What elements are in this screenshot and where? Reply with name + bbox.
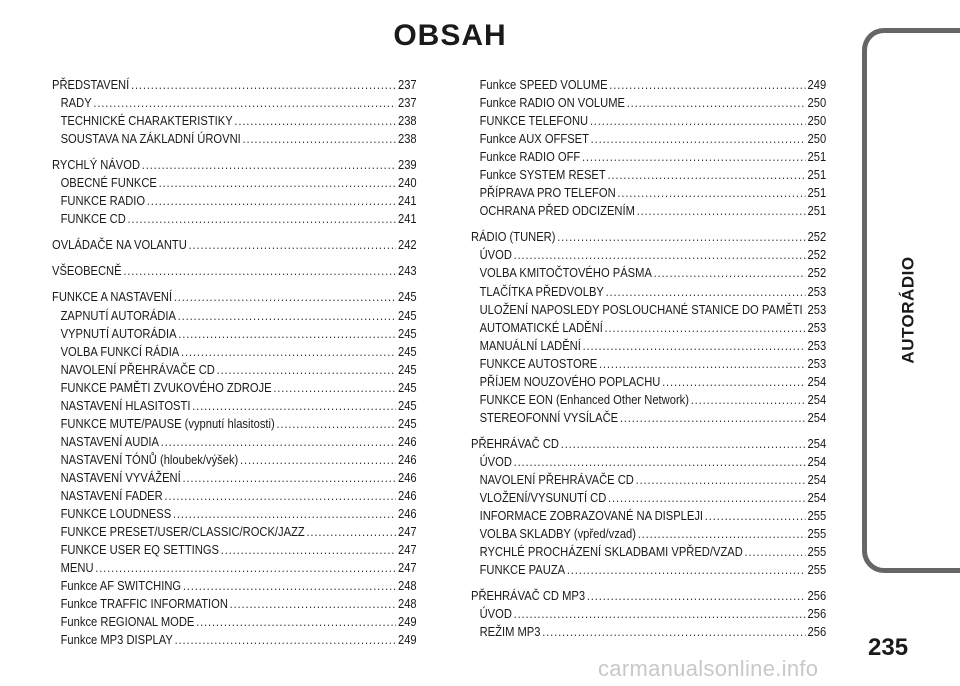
toc-entry-title: RYCHLÉ PROCHÁZENÍ SKLADBAMI VPŘED/VZAD	[479, 544, 743, 560]
toc-entry	[52, 325, 417, 343]
toc-entry	[52, 487, 417, 505]
toc-leader-dots	[582, 148, 806, 166]
toc-entry-title: Funkce AF SWITCHING	[60, 578, 182, 594]
toc-leader-dots	[217, 361, 397, 379]
toc-page-number: 250	[807, 113, 827, 129]
toc-entry-title: SOUSTAVA NA ZÁKLADNÍ ÚROVNI	[60, 131, 241, 147]
toc-entry	[471, 373, 826, 391]
toc-entry-title: TLAČÍTKA PŘEDVOLBY	[479, 283, 604, 299]
toc-entry-title: FUNKCE A NASTAVENÍ	[52, 289, 173, 305]
toc-page-number: 252	[807, 247, 827, 263]
toc-page-number: 254	[807, 409, 827, 425]
toc-entry-title: ÚVOD	[479, 606, 512, 622]
toc-page-number: 253	[807, 283, 827, 299]
toc-page-number: 246	[397, 487, 417, 503]
toc-page-number: 254	[807, 471, 827, 487]
toc-entry	[471, 337, 826, 355]
toc-leader-dots	[178, 325, 396, 343]
toc-entry	[471, 264, 826, 282]
toc-leader-dots	[95, 559, 396, 577]
toc-entry	[471, 246, 826, 264]
toc-leader-dots	[175, 631, 397, 649]
side-tab-label: AUTORÁDIO	[899, 256, 919, 364]
toc-leader-dots	[591, 130, 806, 148]
toc-page-number: 245	[397, 379, 417, 395]
toc-entry	[471, 202, 826, 220]
toc-leader-dots	[654, 264, 806, 282]
toc-page-number: 253	[807, 319, 827, 335]
toc-leader-dots	[128, 210, 397, 228]
toc-entry-title: VYPNUTÍ AUTORÁDIA	[60, 325, 177, 341]
toc-leader-dots	[557, 228, 806, 246]
toc-page-number: 251	[807, 167, 827, 183]
toc-entry-title: PŘÍPRAVA PRO TELEFON	[479, 185, 616, 201]
toc-entry-title: FUNKCE TELEFONU	[479, 113, 589, 129]
toc-entry-title: PŘEDSTAVENÍ	[52, 77, 130, 92]
toc-right-column	[471, 76, 826, 641]
toc-entry-title: Funkce RADIO ON VOLUME	[479, 95, 625, 111]
toc-page-number: 246	[397, 469, 417, 485]
toc-entry-title: NASTAVENÍ HLASITOSTI	[60, 397, 191, 413]
toc-page-number: 249	[397, 614, 417, 630]
toc-entry-title: FUNKCE PRESET/USER/CLASSIC/ROCK/JAZZ	[60, 524, 305, 540]
toc-entry	[471, 471, 826, 489]
toc-entry	[52, 307, 417, 325]
toc-page-number: 253	[807, 301, 827, 317]
toc-page-number: 242	[397, 237, 417, 253]
toc-leader-dots	[514, 453, 806, 471]
toc-entry	[471, 148, 826, 166]
toc-leader-dots	[159, 174, 397, 192]
toc-page-number: 248	[397, 596, 417, 612]
toc-leader-dots	[599, 355, 806, 373]
toc-leader-dots	[609, 76, 805, 94]
toc-entry-title: OCHRANA PŘED ODCIZENÍM	[479, 203, 635, 219]
toc-entry	[471, 184, 826, 202]
toc-leader-dots	[514, 246, 806, 264]
toc-leader-dots	[745, 543, 806, 561]
toc-entry-title: NASTAVENÍ AUDIA	[60, 433, 159, 449]
toc-page-number: 247	[397, 542, 417, 558]
toc-leader-dots	[142, 156, 397, 174]
toc-entry-title: RÁDIO (TUNER)	[471, 229, 556, 245]
toc-leader-dots	[605, 319, 806, 337]
toc-entry-title: ZAPNUTÍ AUTORÁDIA	[60, 307, 176, 323]
toc-entry-title: Funkce TRAFFIC INFORMATION	[60, 596, 228, 612]
toc-entry-title: FUNKCE PAMĚTI ZVUKOVÉHO ZDROJE	[60, 379, 272, 395]
toc-page-number: 241	[397, 193, 417, 209]
toc-entry-title: Funkce REGIONAL MODE	[60, 614, 195, 630]
toc-entry-title: ÚVOD	[479, 247, 512, 263]
toc-leader-dots	[620, 409, 806, 427]
toc-entry-title: RADY	[60, 95, 92, 111]
toc-entry	[52, 397, 417, 415]
toc-entry	[471, 76, 826, 94]
toc-entry-title: FUNKCE AUTOSTORE	[479, 355, 598, 371]
toc-entry	[471, 623, 826, 641]
toc-entry	[52, 94, 417, 112]
toc-entry	[52, 505, 417, 523]
toc-section	[52, 288, 417, 306]
toc-entry	[471, 355, 826, 373]
toc-page-number: 254	[807, 391, 827, 407]
toc-leader-dots	[173, 505, 396, 523]
toc-page-number: 238	[397, 131, 417, 147]
toc-leader-dots	[230, 595, 397, 613]
toc-page-number: 253	[807, 355, 827, 371]
toc-page-number: 252	[807, 229, 827, 245]
toc-leader-dots	[182, 469, 396, 487]
toc-section	[52, 236, 417, 254]
toc-leader-dots	[705, 507, 806, 525]
toc-page-number: 251	[807, 149, 827, 165]
toc-entry	[52, 192, 417, 210]
toc-page-number: 246	[397, 506, 417, 522]
toc-leader-dots	[561, 435, 806, 453]
toc-entry	[52, 210, 417, 228]
toc-entry-title: TECHNICKÉ CHARAKTERISTIKY	[60, 113, 233, 129]
toc-entry-title: FUNKCE LOUDNESS	[60, 506, 172, 522]
toc-entry	[471, 543, 826, 561]
toc-page-number: 245	[397, 343, 417, 359]
toc-entry-title: REŽIM MP3	[479, 624, 541, 640]
toc-entry	[471, 94, 826, 112]
toc-page-number: 249	[807, 77, 827, 92]
toc-leader-dots	[691, 391, 806, 409]
toc-page-number: 255	[807, 508, 827, 524]
toc-leader-dots	[276, 415, 396, 433]
toc-page-number: 245	[397, 289, 417, 305]
toc-page-number: 243	[397, 263, 417, 279]
toc-page-number: 255	[807, 544, 827, 560]
toc-leader-dots	[161, 433, 397, 451]
toc-entry	[471, 391, 826, 409]
toc-entry	[471, 453, 826, 471]
toc-entry	[471, 283, 826, 301]
toc-entry	[52, 174, 417, 192]
toc-page-number: 239	[397, 157, 417, 173]
toc-entry-title: PŘÍJEM NOUZOVÉHO POPLACHU	[479, 373, 661, 389]
toc-page-number: 254	[807, 453, 827, 469]
toc-entry-title: NAVOLENÍ PŘEHRÁVAČE CD	[60, 361, 215, 377]
toc-entry	[52, 112, 417, 130]
toc-page-number: 252	[807, 265, 827, 281]
toc-leader-dots	[183, 577, 396, 595]
toc-entry	[52, 130, 417, 148]
toc-page-number: 245	[397, 361, 417, 377]
toc-entry-title: STEREOFONNÍ VYSÍLAČE	[479, 409, 619, 425]
toc-entry-title: FUNKCE PAUZA	[479, 562, 566, 578]
toc-page-number: 246	[397, 451, 417, 467]
toc-entry	[471, 166, 826, 184]
toc-entry-title: FUNKCE RADIO	[60, 193, 146, 209]
toc-entry-title: NASTAVENÍ FADER	[60, 487, 163, 503]
page-number: 235	[868, 634, 909, 661]
toc-page-number: 250	[807, 95, 827, 111]
toc-entry	[52, 361, 417, 379]
toc-leader-dots	[273, 379, 396, 397]
toc-page-number: 237	[397, 95, 417, 111]
toc-leader-dots	[607, 166, 805, 184]
toc-entry	[471, 112, 826, 130]
toc-leader-dots	[196, 613, 396, 631]
toc-entry-title: NASTAVENÍ VYVÁŽENÍ	[60, 469, 181, 485]
toc-page-number: 245	[397, 397, 417, 413]
toc-page-number: 245	[397, 307, 417, 323]
watermark: carmanualsonline.info	[598, 656, 819, 681]
toc-page-number: 254	[807, 373, 827, 389]
toc-leader-dots	[636, 471, 806, 489]
toc-page-number: 248	[397, 578, 417, 594]
toc-page-number: 247	[397, 560, 417, 576]
toc-page-number: 245	[397, 415, 417, 431]
toc-entry	[52, 559, 417, 577]
toc-leader-dots	[514, 605, 806, 623]
toc-page-number: 254	[807, 435, 827, 451]
toc-leader-dots	[242, 130, 396, 148]
toc-entry-title: MENU	[60, 560, 94, 576]
toc-leader-dots	[608, 489, 806, 507]
toc-entry-title: NAVOLENÍ PŘEHRÁVAČE CD	[479, 471, 634, 487]
toc-leader-dots	[587, 587, 806, 605]
toc-entry	[52, 433, 417, 451]
toc-leader-dots	[147, 192, 396, 210]
toc-entry	[52, 451, 417, 469]
toc-entry	[52, 379, 417, 397]
toc-entry-title: FUNKCE USER EQ SETTINGS	[60, 542, 220, 558]
toc-entry-title: VŠEOBECNĚ	[52, 263, 122, 279]
toc-entry	[52, 631, 417, 649]
toc-entry	[52, 613, 417, 631]
toc-leader-dots	[221, 541, 397, 559]
toc-entry-title: VLOŽENÍ/VYSUNUTÍ CD	[479, 490, 607, 506]
toc-leader-dots	[590, 112, 806, 130]
toc-page-number: 247	[397, 524, 417, 540]
toc-entry-title: NASTAVENÍ TÓNŮ (hloubek/výšek)	[60, 451, 239, 467]
toc-page-number: 238	[397, 113, 417, 129]
toc-leader-dots	[192, 397, 396, 415]
toc-leader-dots	[174, 288, 396, 306]
toc-entry	[52, 343, 417, 361]
toc-entry-title: Funkce RADIO OFF	[479, 149, 581, 165]
toc-page-number: 249	[397, 632, 417, 648]
toc-entry	[471, 605, 826, 623]
toc-section	[471, 228, 826, 246]
toc-page-number: 255	[807, 526, 827, 542]
toc-page-number: 240	[397, 175, 417, 191]
toc-leader-dots	[240, 451, 396, 469]
toc-leader-dots	[178, 307, 397, 325]
toc-entry-title: Funkce SYSTEM RESET	[479, 167, 606, 183]
page-title: OBSAH	[393, 19, 507, 52]
toc-page-number: 255	[807, 562, 827, 578]
toc-section	[52, 262, 417, 280]
toc-entry-title: VOLBA SKLADBY (vpřed/vzad)	[479, 526, 636, 542]
toc-entry-title: FUNKCE CD	[60, 211, 126, 227]
toc-leader-dots	[93, 94, 396, 112]
toc-leader-dots	[123, 262, 396, 280]
toc-entry-title: PŘEHRÁVAČ CD	[471, 435, 560, 451]
toc-entry	[471, 561, 826, 579]
toc-leader-dots	[164, 487, 396, 505]
toc-entry-title: Funkce SPEED VOLUME	[479, 77, 608, 92]
toc-entry	[471, 409, 826, 427]
toc-entry	[52, 595, 417, 613]
toc-page-number: 256	[807, 624, 827, 640]
toc-leader-dots	[617, 184, 805, 202]
toc-leader-dots	[306, 523, 396, 541]
toc-entry	[471, 319, 826, 337]
toc-leader-dots	[606, 283, 806, 301]
toc-entry-title: MANUÁLNÍ LADĚNÍ	[479, 337, 581, 353]
toc-entry-title: PŘEHRÁVAČ CD MP3	[471, 588, 586, 604]
toc-entry-title: FUNKCE EON (Enhanced Other Network)	[479, 391, 689, 407]
toc-page-number: 253	[807, 337, 827, 353]
toc-entry-title: INFORMACE ZOBRAZOVANÉ NA DISPLEJI	[479, 508, 704, 524]
toc-leader-dots	[542, 623, 806, 641]
toc-entry-title: RYCHLÝ NÁVOD	[52, 157, 141, 173]
toc-entry	[471, 489, 826, 507]
toc-entry	[52, 577, 417, 595]
toc-left-column	[52, 76, 417, 649]
toc-entry-title: OBECNÉ FUNKCE	[60, 175, 157, 191]
toc-page-number: 237	[397, 77, 417, 92]
toc-leader-dots	[583, 337, 806, 355]
toc-entry-title: FUNKCE MUTE/PAUSE (vypnutí hlasitosti)	[60, 415, 275, 431]
toc-entry-title: Funkce AUX OFFSET	[479, 131, 589, 147]
toc-entry-title: ÚVOD	[479, 453, 512, 469]
toc-page-number: 254	[807, 490, 827, 506]
toc-leader-dots	[234, 112, 396, 130]
toc-entry-title: AUTOMATICKÉ LADĚNÍ	[479, 319, 603, 335]
toc-entry	[471, 507, 826, 525]
toc-section	[471, 435, 826, 453]
toc-page-number: 251	[807, 203, 827, 219]
toc-page-number: 241	[397, 211, 417, 227]
toc-entry-title: VOLBA KMITOČTOVÉHO PÁSMA	[479, 265, 652, 281]
toc-leader-dots	[662, 373, 806, 391]
toc-section	[52, 76, 417, 94]
toc-leader-dots	[638, 525, 806, 543]
toc-section	[52, 156, 417, 174]
toc-entry	[52, 469, 417, 487]
toc-section	[471, 587, 826, 605]
toc-leader-dots	[131, 76, 396, 94]
toc-leader-dots	[567, 561, 806, 579]
toc-leader-dots	[181, 343, 396, 361]
toc-page-number: 256	[807, 606, 827, 622]
toc-entry-title: OVLÁDAČE NA VOLANTU	[52, 237, 187, 253]
toc-entry-title: Funkce MP3 DISPLAY	[60, 632, 173, 648]
toc-leader-dots	[189, 236, 397, 254]
toc-page-number: 245	[397, 325, 417, 341]
toc-entry	[52, 523, 417, 541]
toc-entry	[471, 130, 826, 148]
toc-page-number: 256	[807, 588, 827, 604]
toc-entry-title: ULOŽENÍ NAPOSLEDY POSLOUCHANÉ STANICE DO PAMĚTI	[479, 301, 803, 317]
toc-entry-title: VOLBA FUNKCÍ RÁDIA	[60, 343, 180, 359]
toc-page-number: 251	[807, 185, 827, 201]
toc-leader-dots	[627, 94, 806, 112]
toc-entry	[471, 301, 826, 319]
toc-page-number: 250	[807, 131, 827, 147]
toc-entry	[52, 541, 417, 559]
toc-entry	[471, 525, 826, 543]
toc-entry	[52, 415, 417, 433]
toc-leader-dots	[804, 301, 805, 319]
side-tab-label-wrap	[859, 256, 959, 364]
toc-leader-dots	[637, 202, 806, 220]
toc-page-number: 246	[397, 433, 417, 449]
